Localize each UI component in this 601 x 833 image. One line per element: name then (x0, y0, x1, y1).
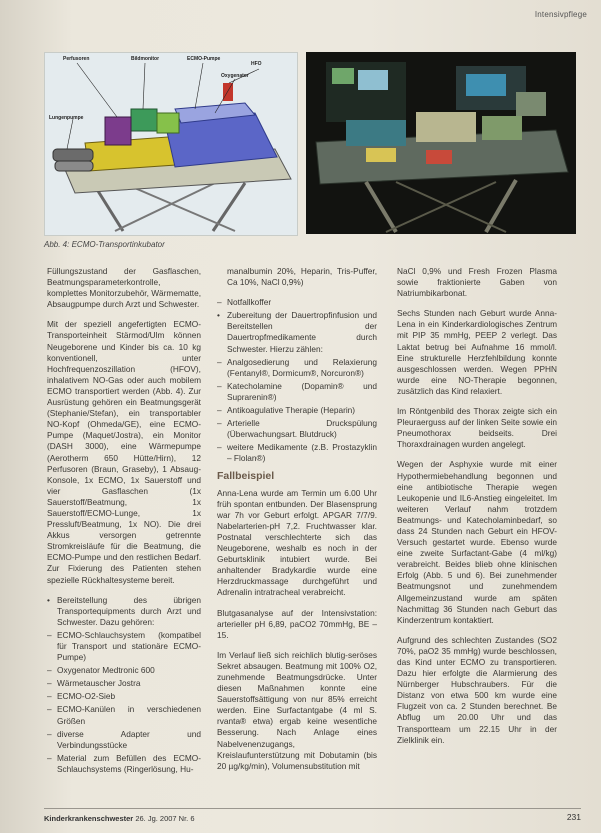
list-item: • Bereitstellung des übrigen Transportequipments durch Arzt und Schwester. Dazu gehören: (47, 595, 201, 628)
medication-list (217, 297, 377, 464)
paragraph: Sechs Stunden nach Geburt wurde Anna-Lena in ein Kinderkardiologisches Zentrum mit PIP 35 mmHg, PEEP 2 verlegt. Das Laktat betrug bei Aufnahme 16 mmol/l. Eine strukturelle Herzfehlbildung konnte ausgeschlossen werden. Wegen PPHN wurde eine NO-Therapie begonnen, zusätzlich das Kind relaxiert. (397, 308, 557, 396)
paragraph: Anna-Lena wurde am Termin um 6.00 Uhr früh spontan entbunden. Der Blasensprung war 7h vor Geburt erfolgt. APGAR 7/7/9. Nabelarterien-pH 7,2. Fruchtwasser klar. Postnatal verschlechterte sich das Neugeborene, weshalb es noch in der Geburtsklinik intubiert wurde. Bei anhaltender Bradykardie wurde eine Herzdruckmassage durchgeführt und Adrenalin intratracheal verabreicht. (217, 487, 377, 598)
paragraph: Mit der speziell angefertigten ECMO-Transporteinheit Stärmod/Ulm können Neugeborene und Kinder bis ca. 10 kg konventionell, unter Hochfrequenzoszillation (HFOV), inhalativem NO-Gas oder auch mobilem ECMO transportiert werden (Abb. 4). Zur Ausrüstung gehören ein Beatmungsgerät (Stephanie/Stefan), ein transportabler NO-Kopf (Ohmeda/GE), eine ECMO-Pumpe (Maquet/Jostra), ein Monitor (DASH 3000), eine Wärmepumpe (Aerotherm 650 Hütte/Hirn), 12 Perfusoren (Braun, Graseby), 1 Absaug-Konsole, 1x ECMO, 1x Sauerstoff und vier Gasflaschen (1x Sauerstoff/Beatmung, 1x Sauerstoff/ECMO-Lunge, 1x Pressluft/Beatmung, 1x NO). Die drei Akkus versorgen getrennte Stromkreisläufe für die Beatmung, die ECMO-Pumpe und den restlichen Bedarf. Zur Fixierung des Patienten stehen spezielle Rückhaltesysteme bereit. (47, 319, 201, 585)
list-item: – ECMO-Schlauchsystem (kompatibel für Transport und stationäre ECMO-Pumpe) (47, 630, 201, 663)
list-item: – Arterielle Druckspülung (Überwachungsart. Blutdruck) (217, 418, 377, 440)
callout-ecmo-pump: ECMO-Pumpe (187, 56, 221, 62)
text-column-3 (397, 266, 557, 755)
paragraph: Im Verlauf ließ sich reichlich blutig-seröses Sekret absaugen. Beatmung mit 100% O2, zunehmende Beatmungsdrücke. Unter diesen Maßnahmen konnte eine Sauerstoffsättigung von nur 85% erreicht werden. Eine Surfactantgabe (4 ml S. rvanta® etwa) ergab keine wesentliche Besserung. Nach Anlage eines Nabelvenenzugangs, Kreislaufunterstützung mit Dobutamin (bis 20 µg/kg/min), Volumensubstitution mit (217, 649, 377, 771)
callout-perfusors: Perfusoren (63, 56, 90, 62)
journal-footer (44, 814, 195, 823)
list-item: – Katecholamine (Dopamin® und Suprarenin®) (217, 381, 377, 403)
list-item: – ECMO-O2-Sieb (47, 691, 201, 702)
section-heading: Fallbeispiel (217, 469, 275, 482)
paragraph: Wegen der Asphyxie wurde mit einer Hypothermiebehandlung begonnen und eine antibiotische Therapie wegen Leukopenie und IL6-Anstieg eingeleitet. Im weiteren Verlauf nahm trotzdem Beatmungs- und Katecholaminbedarf, so dass 24 Stunden nach Geburt ein HFOV-Versuch gestartet wurde. Ebenso wurde eine zweite Surfactant-Gabe (4 ml/kg) verabreicht. Beides blieb ohne klinischen Erfolg (Abb. 5 und 6). Bei zunehmender Beatmungsnot und zunehmendem Allgemeinzustand wurde am späten Nachmittag 36 Stunden nach Geburt das Kinderzentrum kontaktiert. (397, 459, 557, 625)
text-column-2 (217, 266, 377, 781)
list-item: – Oxygenator Medtronic 600 (47, 665, 201, 676)
paragraph: manalbumin 20%, Heparin, Tris-Puffer, Ca 10%, NaCl 0,9%) (227, 266, 377, 288)
running-head: Intensivpflege (534, 10, 587, 19)
figure-caption: Abb. 4: ECMO-Transportinkubator (44, 240, 165, 249)
list-item: • Zubereitung der Dauertropfinfusion und Bereitstellen der Dauertropfmedikamente durch Schwester. Hierzu zählen: (217, 310, 377, 354)
callout-oxygenator: Oxygenator (221, 73, 249, 79)
page-number: 231 (566, 812, 581, 822)
list-item: – Material zum Befüllen des ECMO-Schlauchsystems (Ringerlösung, Hu- (47, 753, 201, 775)
journal-name: Kinderkrankenschwester (44, 814, 134, 823)
ecmo-photo-figure (306, 52, 576, 234)
callout-hfo: HFO (251, 61, 262, 67)
paragraph: Im Röntgenbild des Thorax zeigte sich ein Pleuraerguss auf der linken Seite sowie ein Pneumothorax beidseits. Drei Thoraxdrainagen wurden angelegt. (397, 406, 557, 450)
equipment-list (47, 595, 201, 775)
paragraph: Blutgasanalyse auf der Intensivstation: arterieller pH 6,89, paCO2 70mmHg, BE –15. (217, 607, 377, 640)
ecmo-schematic-drawing (45, 53, 297, 235)
list-item: – ECMO-Kanülen in verschiedenen Größen (47, 704, 201, 726)
paragraph: Aufgrund des schlechten Zustandes (SO2 70%, paO2 35 mmHg) wurde beschlossen, das Kind unter ECMO zu transportieren. Dazu hier erfolgte die Alarmierung des Nürnberger Hubschraubers. Für die Distanz von etwa 500 km wurde eine Flugzeit von ca. 2 Stunden berechnet. Be Abflug um 20.00 Uhr und das Transportteam um 22.15 Uhr in der Zielklinik ein. (397, 634, 557, 745)
callout-monitor: Bildmonitor (131, 56, 160, 62)
list-item: – Wärmetauscher Jostra (47, 678, 201, 689)
footer-divider (44, 808, 581, 809)
text-column-1 (47, 266, 201, 777)
ecmo-photo (306, 52, 576, 234)
list-item: – diverse Adapter und Verbindungsstücke (47, 729, 201, 751)
list-item: – Antikoagulative Therapie (Heparin) (217, 405, 377, 416)
journal-issue: 26. Jg. 2007 Nr. 6 (135, 814, 195, 823)
callout-lung: Lungenpumpe (49, 115, 84, 121)
list-item: – Notfallkoffer (217, 297, 377, 308)
list-item: – Analgosedierung und Relaxierung (Fentanyl®, Dormicum®, Norcuron®) (217, 357, 377, 379)
paragraph: NaCl 0,9% und Fresh Frozen Plasma sowie fraktionierte Gaben von Natriumbikarbonat. (397, 266, 557, 299)
list-item: – weitere Medikamente (z.B. Prostazyklin – Flolan®) (217, 442, 377, 464)
ecmo-schematic-figure (44, 52, 298, 236)
paragraph: Füllungszustand der Gasflaschen, Beatmungsparameterkontrolle, komplettes Monitorzubehör, Wärmematte, Absaugpumpe durch Arzt und Schwester. (47, 266, 202, 310)
